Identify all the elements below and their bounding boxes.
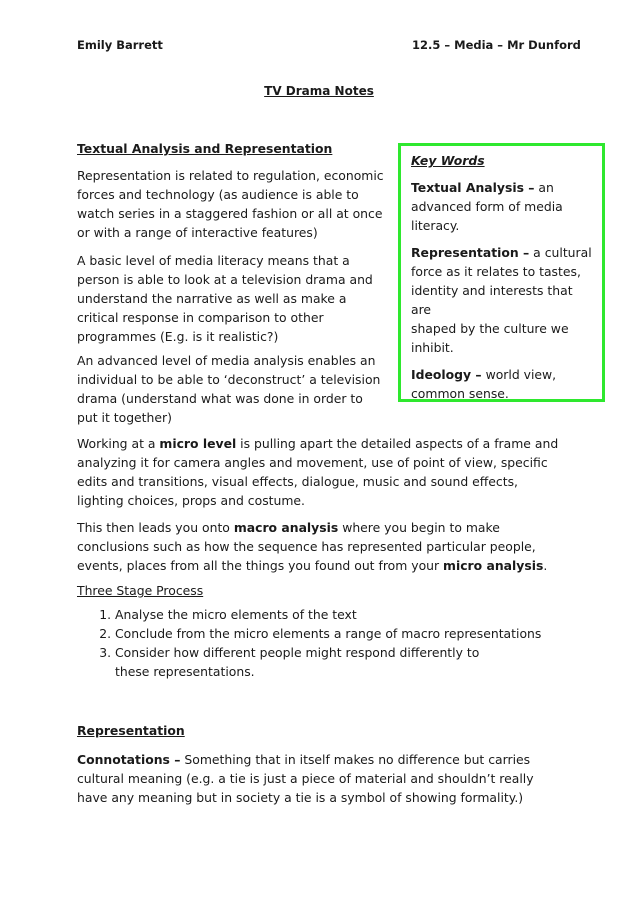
text-line [77, 556, 567, 575]
text-line [77, 750, 577, 769]
text-line: understand the narrative as well as make a [77, 291, 347, 306]
text-span: where you begin to make [338, 520, 500, 535]
list-item: 2. Conclude from the micro elements a range of macro representations [115, 624, 567, 643]
section-representation [77, 721, 567, 740]
text-line: or with a range of interactive features) [77, 225, 318, 240]
text-line: drama (understand what was done in order to [77, 391, 363, 406]
process-list [77, 605, 567, 681]
text-line: forces and technology (as audience is able to [77, 187, 359, 202]
keyword-def: an [534, 180, 554, 195]
keyword-def: world view, [481, 367, 557, 382]
paragraph-representation [77, 166, 397, 242]
text-line: critical response in comparison to other [77, 310, 324, 325]
keyword-def: a cultural [529, 245, 592, 260]
text-span: . [543, 558, 548, 573]
text-line: Representation is related to regulation, economic [77, 168, 384, 183]
text-span: events, places from all the things you found out from your [77, 558, 444, 573]
keyword-def: advanced form of media [411, 199, 563, 214]
keyword-def: force as it relates to tastes, [411, 264, 581, 279]
text-line: A basic level of media literacy means that a [77, 253, 350, 268]
micro-level-term: micro level [159, 436, 237, 451]
page-title: TV Drama Notes [264, 84, 374, 98]
text-span: Working at a [77, 436, 160, 451]
three-stage-process [77, 581, 567, 681]
key-words-title: Key Words [411, 153, 485, 168]
paragraph-connotations [77, 750, 577, 807]
macro-analysis-term: macro analysis [233, 520, 339, 535]
text-line: programmes (E.g. is it realistic?) [77, 329, 279, 344]
connotations-term: Connotations – [77, 752, 181, 767]
keyword-def: inhibit. [411, 340, 454, 355]
keyword-representation [411, 243, 592, 357]
paragraph-basic-literacy [77, 251, 397, 346]
micro-analysis-term: micro analysis [443, 558, 544, 573]
text-line: An advanced level of media analysis enables an [77, 353, 376, 368]
keyword-term: Textual Analysis – [411, 180, 535, 195]
text-line [77, 434, 567, 453]
section-heading: Representation [77, 723, 185, 738]
section-textual-analysis [77, 139, 397, 158]
keyword-def: common sense. [411, 386, 509, 401]
text-span: is pulling apart the detailed aspects of a frame and [236, 436, 559, 451]
keyword-textual-analysis [411, 178, 592, 235]
text-line: edits and transitions, visual effects, dialogue, music and sound effects, [77, 474, 518, 489]
text-line: individual to be able to ‘deconstruct’ a television [77, 372, 381, 387]
header-class-info: 12.5 – Media – Mr Dunford [412, 38, 581, 52]
text-line: analyzing it for camera angles and movement, use of point of view, specific [77, 455, 548, 470]
list-item: 1. Analyse the micro elements of the text [115, 605, 567, 624]
section-heading: Textual Analysis and Representation [77, 141, 333, 156]
process-heading: Three Stage Process [77, 583, 204, 598]
text-line: cultural meaning (e.g. a tie is just a piece of material and shouldn’t really [77, 771, 534, 786]
keyword-ideology [411, 365, 592, 403]
text-line: put it together) [77, 410, 172, 425]
keyword-term: Ideology – [411, 367, 482, 382]
text-line: conclusions such as how the sequence has represented particular people, [77, 539, 536, 554]
text-line [77, 518, 567, 537]
text-span: This then leads you onto [77, 520, 234, 535]
list-item: 3. Consider how different people might respond differently to these representations. [115, 643, 515, 681]
text-line: person is able to look at a television drama and [77, 272, 373, 287]
keyword-term: Representation – [411, 245, 530, 260]
paragraph-macro-analysis [77, 518, 567, 575]
text-line: lighting choices, props and costume. [77, 493, 305, 508]
key-words-box [398, 143, 605, 402]
paragraph-micro-level [77, 434, 567, 510]
keyword-def: identity and interests that are [411, 283, 573, 317]
paragraph-advanced-analysis [77, 351, 397, 427]
text-line: have any meaning but in society a tie is a symbol of showing formality.) [77, 790, 524, 805]
header-author: Emily Barrett [77, 38, 163, 52]
keyword-def: literacy. [411, 218, 460, 233]
text-line: watch series in a staggered fashion or all at once [77, 206, 383, 221]
text-span: Something that in itself makes no difference but carries [180, 752, 531, 767]
keyword-def: shaped by the culture we [411, 321, 569, 336]
